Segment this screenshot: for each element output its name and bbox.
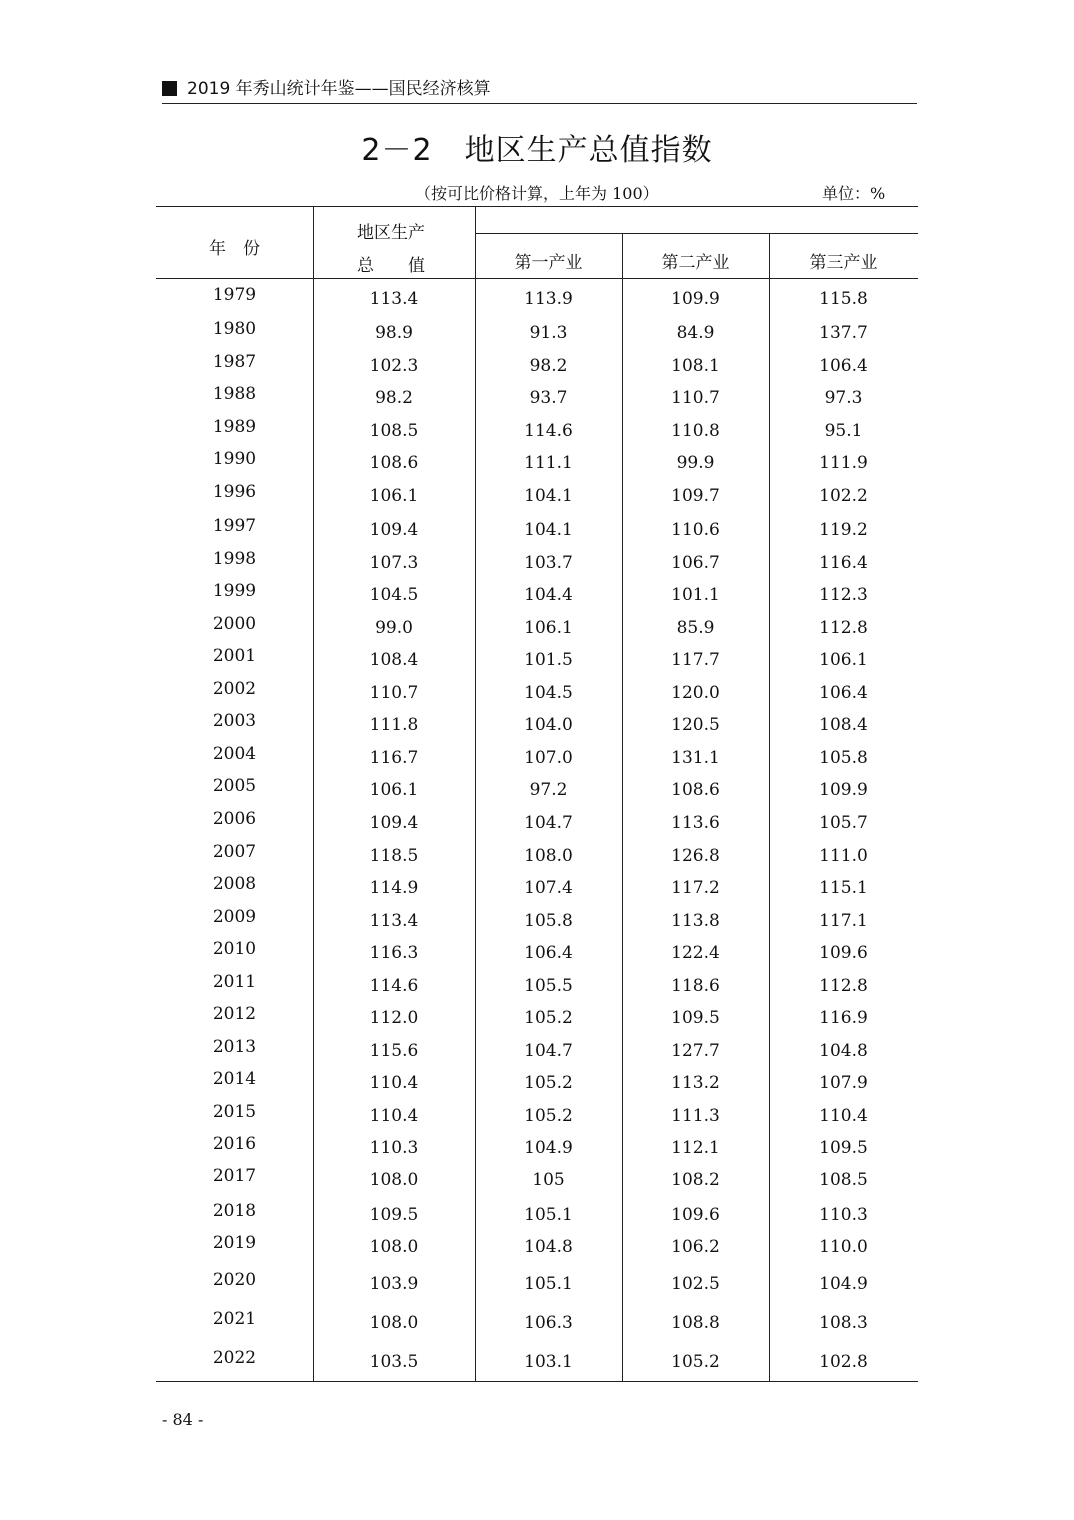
year-cell: 2005 xyxy=(212,776,257,796)
gdp-cell: 110.7 xyxy=(369,683,419,703)
gdp-cell: 116.7 xyxy=(369,748,419,768)
gdp-cell: 108.0 xyxy=(369,1237,419,1257)
primary-cell: 105.8 xyxy=(524,911,573,931)
gdp-cell: 109.4 xyxy=(369,520,419,540)
primary-cell: 104.9 xyxy=(524,1138,573,1158)
gdp-cell: 106.1 xyxy=(369,486,419,506)
col-header-gdp-line1: 地区生产 xyxy=(357,223,425,243)
gdp-cell: 109.4 xyxy=(369,813,419,833)
table-row xyxy=(156,776,918,812)
year-cell: 2003 xyxy=(212,711,257,731)
table-top-rule xyxy=(156,206,918,207)
table-row xyxy=(156,285,918,321)
primary-cell: 105.1 xyxy=(524,1274,573,1294)
tertiary-cell: 115.1 xyxy=(819,878,868,898)
tertiary-cell: 105.8 xyxy=(819,748,868,768)
secondary-cell: 131.1 xyxy=(671,748,720,768)
primary-cell: 104.7 xyxy=(524,813,573,833)
secondary-cell: 117.2 xyxy=(671,878,720,898)
table-row xyxy=(156,581,918,617)
secondary-cell: 113.8 xyxy=(671,911,720,931)
table-number: 2－2 xyxy=(361,133,433,168)
year-cell: 2019 xyxy=(212,1233,257,1253)
tertiary-cell: 107.9 xyxy=(819,1073,868,1093)
table-row xyxy=(156,646,918,682)
year-cell: 2020 xyxy=(212,1270,257,1290)
secondary-cell: 110.8 xyxy=(671,421,720,441)
primary-cell: 107.0 xyxy=(524,748,573,768)
tertiary-cell: 112.3 xyxy=(819,585,868,605)
tertiary-cell: 119.2 xyxy=(819,520,868,540)
year-cell: 2011 xyxy=(212,972,257,992)
primary-cell: 105.2 xyxy=(524,1008,573,1028)
tertiary-cell: 104.8 xyxy=(819,1041,868,1061)
year-cell: 1996 xyxy=(212,482,257,502)
table-row xyxy=(156,711,918,747)
table-row xyxy=(156,1233,918,1269)
table-row xyxy=(156,874,918,910)
table-row xyxy=(156,809,918,845)
primary-cell: 105.2 xyxy=(524,1106,573,1126)
primary-cell: 106.3 xyxy=(524,1313,573,1333)
primary-cell: 104.5 xyxy=(524,683,573,703)
table-row xyxy=(156,1309,918,1345)
tertiary-cell: 104.9 xyxy=(819,1274,868,1294)
gdp-cell: 98.2 xyxy=(375,388,413,408)
tertiary-cell: 110.4 xyxy=(819,1106,868,1126)
primary-cell: 91.3 xyxy=(529,323,568,343)
table-row xyxy=(156,384,918,420)
secondary-cell: 127.7 xyxy=(671,1041,720,1061)
gdp-cell: 113.4 xyxy=(369,289,419,309)
tertiary-cell: 108.5 xyxy=(819,1170,868,1190)
secondary-cell: 108.2 xyxy=(671,1170,720,1190)
year-cell: 1997 xyxy=(212,516,257,536)
year-cell: 1987 xyxy=(212,352,257,372)
year-cell: 1990 xyxy=(212,449,257,469)
year-cell: 2000 xyxy=(212,614,257,634)
year-cell: 2014 xyxy=(212,1069,257,1089)
gdp-cell: 110.3 xyxy=(369,1138,419,1158)
tertiary-cell: 109.6 xyxy=(819,943,868,963)
gdp-cell: 110.4 xyxy=(369,1073,419,1093)
primary-cell: 93.7 xyxy=(529,388,568,408)
year-cell: 2018 xyxy=(212,1201,257,1221)
tertiary-cell: 110.0 xyxy=(819,1237,868,1257)
secondary-cell: 113.2 xyxy=(671,1073,720,1093)
tertiary-cell: 137.7 xyxy=(819,323,868,343)
year-cell: 1998 xyxy=(212,549,257,569)
secondary-cell: 108.8 xyxy=(671,1313,720,1333)
secondary-cell: 109.9 xyxy=(671,289,720,309)
table-row xyxy=(156,1270,918,1306)
year-cell: 1999 xyxy=(212,581,257,601)
secondary-cell: 108.6 xyxy=(671,780,720,800)
year-cell: 2001 xyxy=(212,646,257,666)
gdp-cell: 110.4 xyxy=(369,1106,419,1126)
year-cell: 2016 xyxy=(212,1134,257,1154)
primary-cell: 114.6 xyxy=(524,421,573,441)
primary-cell: 105 xyxy=(532,1170,565,1190)
header-text: 2019 年秀山统计年鉴——国民经济核算 xyxy=(187,79,491,99)
year-cell: 2007 xyxy=(212,842,257,862)
primary-cell: 104.1 xyxy=(524,520,573,540)
tertiary-cell: 111.9 xyxy=(819,453,868,473)
secondary-cell: 111.3 xyxy=(671,1106,720,1126)
primary-cell: 103.1 xyxy=(524,1352,573,1372)
year-cell: 1980 xyxy=(212,319,257,339)
tertiary-cell: 116.4 xyxy=(819,553,868,573)
year-cell: 2015 xyxy=(212,1102,257,1122)
secondary-cell: 102.5 xyxy=(671,1274,720,1294)
primary-cell: 97.2 xyxy=(529,780,568,800)
gdp-cell: 107.3 xyxy=(369,553,419,573)
table-row xyxy=(156,939,918,975)
gdp-cell: 104.5 xyxy=(369,585,419,605)
gdp-cell: 114.6 xyxy=(369,976,419,996)
secondary-cell: 84.9 xyxy=(676,323,715,343)
gdp-cell: 102.3 xyxy=(369,356,419,376)
table-row xyxy=(156,449,918,485)
secondary-cell: 109.7 xyxy=(671,486,720,506)
year-cell: 2008 xyxy=(212,874,257,894)
gdp-cell: 103.9 xyxy=(369,1274,419,1294)
secondary-cell: 126.8 xyxy=(671,846,720,866)
tertiary-cell: 105.7 xyxy=(819,813,868,833)
tertiary-cell: 117.1 xyxy=(819,911,868,931)
header-bottom-rule xyxy=(156,278,918,279)
year-cell: 2022 xyxy=(212,1348,257,1368)
primary-cell: 108.0 xyxy=(524,846,573,866)
tertiary-cell: 109.9 xyxy=(819,780,868,800)
primary-cell: 101.5 xyxy=(524,650,573,670)
secondary-cell: 110.7 xyxy=(671,388,720,408)
year-cell: 2012 xyxy=(212,1004,257,1024)
tertiary-cell: 97.3 xyxy=(824,388,863,408)
secondary-cell: 113.6 xyxy=(671,813,720,833)
secondary-cell: 117.7 xyxy=(671,650,720,670)
primary-cell: 107.4 xyxy=(524,878,573,898)
gdp-cell: 106.1 xyxy=(369,780,419,800)
year-cell: 2017 xyxy=(212,1166,257,1186)
table-row xyxy=(156,1348,918,1384)
tertiary-cell: 110.3 xyxy=(819,1205,868,1225)
year-cell: 2010 xyxy=(212,939,257,959)
primary-cell: 103.7 xyxy=(524,553,573,573)
gdp-cell: 115.6 xyxy=(369,1041,419,1061)
gdp-cell: 108.5 xyxy=(369,421,419,441)
primary-cell: 105.2 xyxy=(524,1073,573,1093)
primary-cell: 104.7 xyxy=(524,1041,573,1061)
gdp-cell: 99.0 xyxy=(375,618,413,638)
tertiary-cell: 106.4 xyxy=(819,356,868,376)
tertiary-cell: 102.8 xyxy=(819,1352,868,1372)
year-cell: 2021 xyxy=(212,1309,257,1329)
tertiary-cell: 106.1 xyxy=(819,650,868,670)
primary-cell: 104.0 xyxy=(524,715,573,735)
gdp-cell: 108.0 xyxy=(369,1170,419,1190)
tertiary-cell: 112.8 xyxy=(819,976,868,996)
secondary-cell: 85.9 xyxy=(676,618,715,638)
secondary-cell: 122.4 xyxy=(671,943,720,963)
table-row xyxy=(156,319,918,355)
year-cell: 2009 xyxy=(212,907,257,927)
tertiary-cell: 102.2 xyxy=(819,486,868,506)
primary-cell: 105.5 xyxy=(524,976,573,996)
tertiary-cell: 112.8 xyxy=(819,618,868,638)
table-title: 地区生产总值指数 xyxy=(464,133,713,168)
gdp-cell: 108.6 xyxy=(369,453,419,473)
unit-label: 单位：% xyxy=(822,184,886,203)
col-header-tertiary: 第三产业 xyxy=(809,253,878,273)
primary-cell: 98.2 xyxy=(529,356,568,376)
primary-cell: 106.4 xyxy=(524,943,573,963)
table-row xyxy=(156,482,918,518)
gdp-cell: 114.9 xyxy=(369,878,419,898)
gdp-cell: 112.0 xyxy=(369,1008,419,1028)
table-row xyxy=(156,1069,918,1105)
secondary-cell: 112.1 xyxy=(671,1138,720,1158)
year-cell: 2004 xyxy=(212,744,257,764)
tertiary-cell: 108.3 xyxy=(819,1313,868,1333)
gdp-cell: 103.5 xyxy=(369,1352,419,1372)
year-cell: 1988 xyxy=(212,384,257,404)
page-number: - 84 - xyxy=(162,1410,204,1429)
secondary-cell: 106.2 xyxy=(671,1237,720,1257)
secondary-cell: 99.9 xyxy=(676,453,715,473)
table-row xyxy=(156,1004,918,1040)
header-sub-rule xyxy=(475,233,918,234)
col-header-year: 年 份 xyxy=(209,239,260,259)
year-cell: 2006 xyxy=(212,809,257,829)
primary-cell: 104.1 xyxy=(524,486,573,506)
running-header xyxy=(162,77,917,104)
gdp-cell: 109.5 xyxy=(369,1205,419,1225)
gdp-cell: 111.8 xyxy=(369,715,419,735)
primary-cell: 104.8 xyxy=(524,1237,573,1257)
secondary-cell: 105.2 xyxy=(671,1352,720,1372)
calculation-note: （按可比价格计算，上年为 100） xyxy=(415,184,659,203)
col-header-gdp-line2: 总 值 xyxy=(357,256,425,276)
primary-cell: 111.1 xyxy=(524,453,573,473)
primary-cell: 105.1 xyxy=(524,1205,573,1225)
secondary-cell: 106.7 xyxy=(671,553,720,573)
table-row xyxy=(156,1166,918,1202)
header-square-icon xyxy=(162,81,177,96)
secondary-cell: 108.1 xyxy=(671,356,720,376)
gdp-cell: 118.5 xyxy=(369,846,419,866)
primary-cell: 104.4 xyxy=(524,585,573,605)
secondary-cell: 120.5 xyxy=(671,715,720,735)
secondary-cell: 120.0 xyxy=(671,683,720,703)
gdp-cell: 108.0 xyxy=(369,1313,419,1333)
year-cell: 1979 xyxy=(212,285,257,305)
secondary-cell: 109.6 xyxy=(671,1205,720,1225)
gdp-cell: 116.3 xyxy=(369,943,419,963)
gdp-cell: 108.4 xyxy=(369,650,419,670)
secondary-cell: 118.6 xyxy=(671,976,720,996)
table-row xyxy=(156,516,918,552)
gdp-cell: 113.4 xyxy=(369,911,419,931)
secondary-cell: 109.5 xyxy=(671,1008,720,1028)
tertiary-cell: 115.8 xyxy=(819,289,868,309)
primary-cell: 106.1 xyxy=(524,618,573,638)
year-cell: 1989 xyxy=(212,417,257,437)
col-header-secondary: 第二产业 xyxy=(661,253,730,273)
year-cell: 2013 xyxy=(212,1037,257,1057)
gdp-cell: 98.9 xyxy=(375,323,413,343)
tertiary-cell: 109.5 xyxy=(819,1138,868,1158)
secondary-cell: 110.6 xyxy=(671,520,720,540)
tertiary-cell: 116.9 xyxy=(819,1008,868,1028)
col-header-primary: 第一产业 xyxy=(514,253,583,273)
tertiary-cell: 111.0 xyxy=(819,846,868,866)
tertiary-cell: 106.4 xyxy=(819,683,868,703)
primary-cell: 113.9 xyxy=(524,289,573,309)
year-cell: 2002 xyxy=(212,679,257,699)
secondary-cell: 101.1 xyxy=(671,585,720,605)
tertiary-cell: 108.4 xyxy=(819,715,868,735)
tertiary-cell: 95.1 xyxy=(824,421,863,441)
page-title xyxy=(0,125,1074,169)
